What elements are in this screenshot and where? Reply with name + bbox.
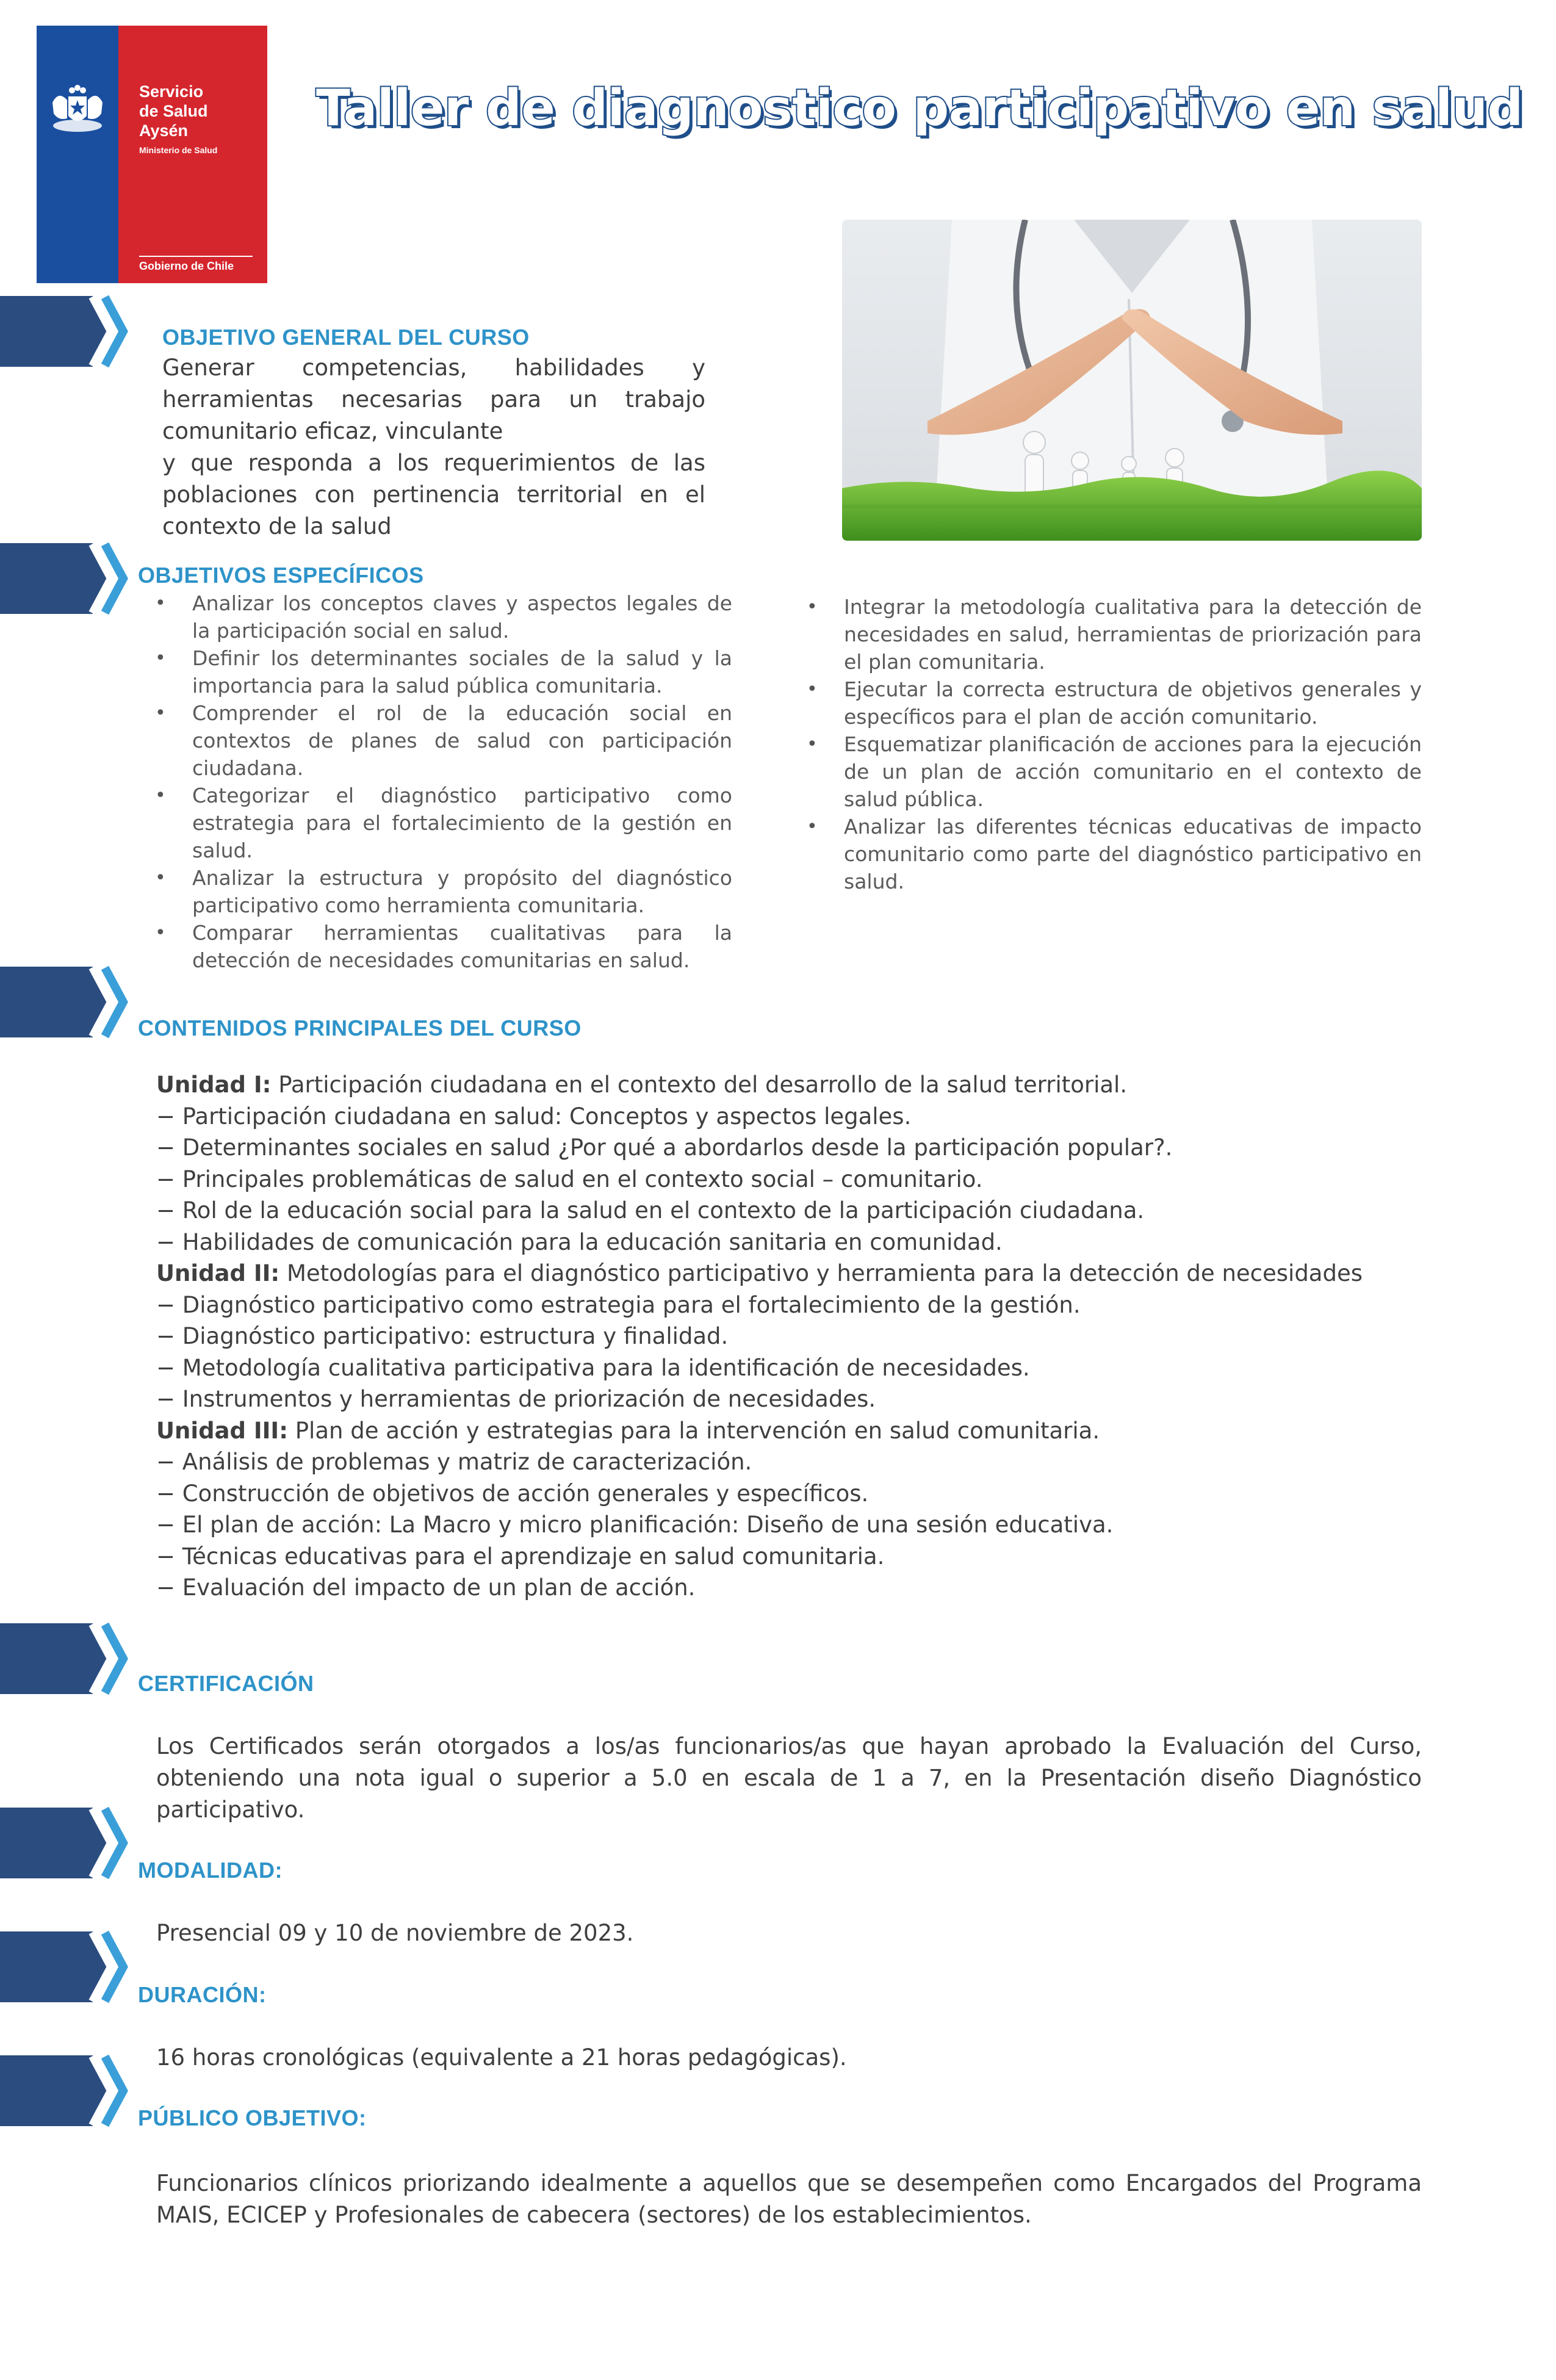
list-item: − Metodología cualitativa participativa para la identificación de necesidades.: [156, 1354, 1030, 1381]
objetivo-general-heading: OBJETIVO GENERAL DEL CURSO: [162, 325, 530, 350]
objetivo-general-text: Generar competencias, habilidades y herramientas necesarias para un trabajo comunitario eficaz, vinculante y que responda a los requerimientos de las poblaciones con pertinencia territorial en el contexto de la salud: [162, 355, 705, 539]
contenidos-heading: CONTENIDOS PRINCIPALES DEL CURSO: [138, 1015, 582, 1040]
list-item: − Construcción de objetivos de acción generales y específicos.: [156, 1480, 869, 1507]
publico-heading: PÚBLICO OBJETIVO:: [138, 2105, 367, 2130]
page-title: Taller de diagnostico participativo en salud: [316, 79, 1523, 137]
list-item: • Analizar los conceptos claves y aspectos legales de la participación social en salud.: [139, 590, 732, 644]
unit-2-title: Unidad II: Metodologías para el diagnóstico participativo y herramienta para la detección de necesidades: [156, 1260, 1363, 1286]
section-arrow-icon: [0, 1622, 128, 1695]
section-arrow-icon: [0, 1930, 128, 2003]
list-item: − Habilidades de comunicación para la educación sanitaria en comunidad.: [156, 1228, 1003, 1255]
publico-text: Funcionarios clínicos priorizando idealmente a aquellos que se desempeñen como Encargados del Programa MAIS, ECICEP y Profesionales de cabecera (sectores) de los establecimientos.: [156, 2170, 1422, 2228]
objetivos-left-list: [139, 590, 732, 974]
servicio-salud-logo: [37, 26, 267, 283]
list-item: • Analizar la estructura y propósito del diagnóstico participativo como herramienta comunitaria.: [139, 864, 732, 919]
objetivos-right-list: [791, 593, 1422, 895]
section-arrow-icon: [0, 2054, 128, 2127]
contenidos-list: [156, 1069, 1371, 1604]
list-item: • Categorizar el diagnóstico participativo como estrategia para el fortalecimiento de la gestión en salud.: [139, 782, 732, 864]
logo-service-name: Servicio de Salud Aysén: [139, 82, 208, 140]
list-item: − El plan de acción: La Macro y micro planificación: Diseño de una sesión educativa.: [156, 1512, 1114, 1538]
section-arrow-icon: [0, 1806, 128, 1880]
logo-ministry: Ministerio de Salud: [139, 145, 218, 155]
list-item: − Análisis de problemas y matriz de caracterización.: [156, 1449, 752, 1475]
unit-3-title: Unidad III: Plan de acción y estrategias para la intervención en salud comunitaria.: [156, 1417, 1100, 1444]
certificacion-text: Los Certificados serán otorgados a los/as funcionarios/as que hayan aprobado la Evaluación del Curso, obteniendo una nota igual o superior a 5.0 en escala de 1 a 7, en la Presentación diseño Diagnóstico participativo.: [156, 1733, 1422, 1823]
logo-government: Gobierno de Chile: [139, 260, 234, 272]
list-item: − Técnicas educativas para el aprendizaje en salud comunitaria.: [156, 1543, 885, 1570]
objetivos-especificos-heading: OBJETIVOS ESPECÍFICOS: [138, 563, 424, 588]
modalidad-heading: MODALIDAD:: [138, 1858, 283, 1883]
list-item: • Ejecutar la correcta estructura de objetivos generales y específicos para el plan de acción comunitario.: [791, 676, 1422, 730]
list-item: • Analizar las diferentes técnicas educativas de impacto comunitario como parte del diagnóstico participativo en salud.: [791, 813, 1422, 895]
duracion-text: 16 horas cronológicas (equivalente a 21 horas pedagógicas).: [156, 2044, 847, 2071]
section-arrow-icon: [0, 542, 128, 615]
list-item: • Definir los determinantes sociales de la salud y la importancia para la salud pública comunitaria.: [139, 644, 732, 699]
unit-1-title: Unidad I: Participación ciudadana en el contexto del desarrollo de la salud territorial.: [156, 1072, 1128, 1098]
duracion-heading: DURACIÓN:: [138, 1982, 267, 2007]
list-item: − Diagnóstico participativo como estrategia para el fortalecimiento de la gestión.: [156, 1291, 1081, 1318]
list-item: • Comparar herramientas cualitativas para la detección de necesidades comunitarias en salud.: [139, 919, 732, 974]
section-arrow-icon: [0, 295, 128, 368]
list-item: − Diagnóstico participativo: estructura y finalidad.: [156, 1323, 729, 1349]
hands-sheltering-family-photo: [842, 220, 1422, 541]
list-item: • Comprender el rol de la educación social en contextos de planes de salud con participación ciudadana.: [139, 699, 732, 782]
list-item: − Participación ciudadana en salud: Conceptos y aspectos legales.: [156, 1103, 912, 1130]
list-item: − Evaluación del impacto de un plan de acción.: [156, 1574, 696, 1601]
list-item: − Rol de la educación social para la salud en el contexto de la participación ciudadana.: [156, 1197, 1145, 1224]
section-arrow-icon: [0, 965, 128, 1039]
list-item: − Instrumentos y herramientas de priorización de necesidades.: [156, 1386, 876, 1412]
coat-of-arms-icon: [45, 78, 110, 143]
modalidad-text: Presencial 09 y 10 de noviembre de 2023.: [156, 1920, 634, 1946]
list-item: − Determinantes sociales en salud ¿Por qué a abordarlos desde la participación popular?.: [156, 1134, 1173, 1161]
list-item: • Integrar la metodología cualitativa para la detección de necesidades en salud, herramientas de priorización para el plan comunitaria.: [791, 593, 1422, 676]
certificacion-heading: CERTIFICACIÓN: [138, 1671, 314, 1696]
list-item: • Esquematizar planificación de acciones para la ejecución de un plan de acción comunitario en el contexto de salud pública.: [791, 730, 1422, 813]
list-item: − Principales problemáticas de salud en el contexto social – comunitario.: [156, 1166, 983, 1192]
